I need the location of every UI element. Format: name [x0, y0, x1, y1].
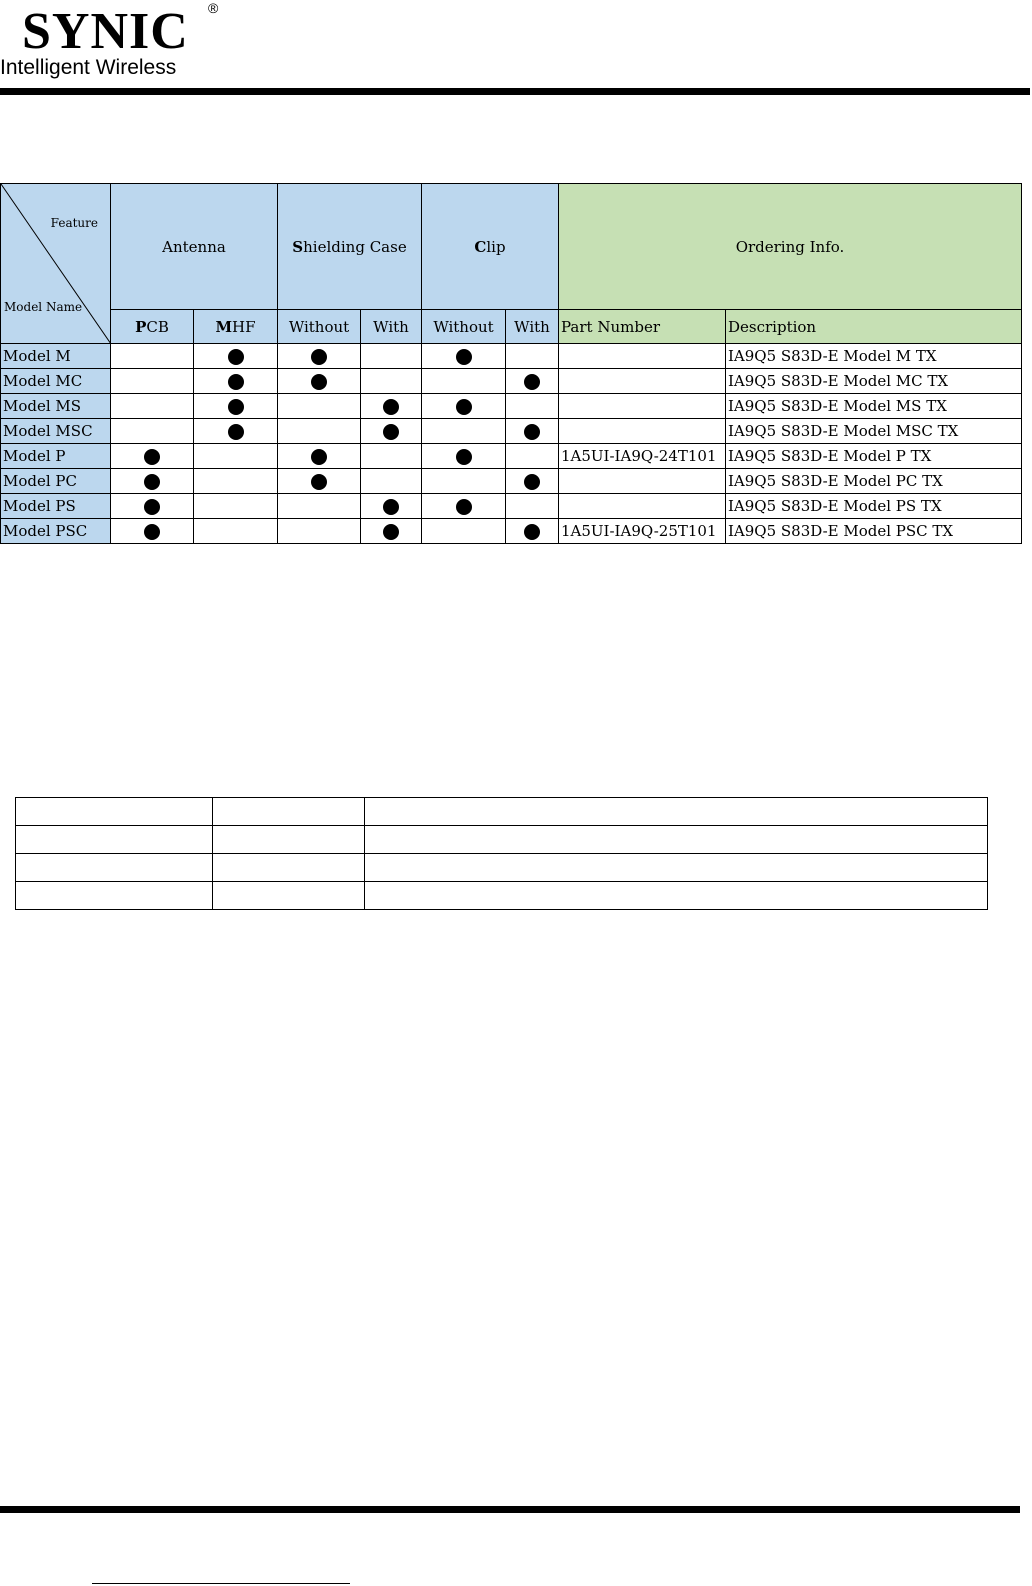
filled-circle-icon: [311, 474, 327, 490]
description-cell: IA9Q5 S83D-E Model MS TX: [726, 394, 1022, 419]
corner-model-name-label: Model Name: [4, 300, 83, 314]
feature-table-body: [1, 344, 1022, 544]
table-row: [16, 798, 988, 826]
description-cell: IA9Q5 S83D-E Model P TX: [726, 444, 1022, 469]
table-row: [16, 854, 988, 882]
part-number-cell: [559, 344, 726, 369]
feature-cell: [506, 394, 559, 419]
feature-cell: [194, 494, 278, 519]
footnote-line: [92, 1583, 350, 1584]
table-row: [16, 882, 988, 910]
filled-circle-icon: [228, 399, 244, 415]
table-cell: [365, 798, 988, 826]
feature-cell: [194, 344, 278, 369]
model-name-cell: Model PS: [1, 494, 111, 519]
filled-circle-icon: [228, 349, 244, 365]
feature-cell: [278, 394, 361, 419]
feature-cell: [422, 494, 506, 519]
feature-cell: [111, 494, 194, 519]
feature-cell: [361, 419, 422, 444]
feature-cell: [278, 444, 361, 469]
feature-cell: [361, 469, 422, 494]
group-header-ordering-info: Ordering Info.: [559, 184, 1022, 310]
model-name-cell: Model MSC: [1, 419, 111, 444]
subheader-shielding-with: With: [361, 310, 422, 344]
group-header-clip: Clip: [422, 184, 559, 310]
table-cell: [213, 798, 365, 826]
feature-cell: [111, 344, 194, 369]
feature-cell: [278, 369, 361, 394]
feature-cell: [361, 369, 422, 394]
part-number-cell: 1A5UI-IA9Q-25T101: [559, 519, 726, 544]
filled-circle-icon: [383, 524, 399, 540]
feature-cell: [506, 369, 559, 394]
feature-cell: [111, 419, 194, 444]
blank-table: [15, 797, 988, 910]
feature-cell: [361, 344, 422, 369]
group-header-antenna: Antenna: [111, 184, 278, 310]
feature-cell: [194, 519, 278, 544]
corner-feature-label: Feature: [50, 216, 98, 230]
table-cell: [365, 854, 988, 882]
table-row: [1, 419, 1022, 444]
model-name-cell: Model P: [1, 444, 111, 469]
logo-wordmark: SYNIC: [22, 3, 189, 60]
description-cell: IA9Q5 S83D-E Model PC TX: [726, 469, 1022, 494]
feature-cell: [422, 369, 506, 394]
corner-diagonal: [1, 184, 111, 344]
header-rule: [0, 88, 1030, 95]
filled-circle-icon: [456, 399, 472, 415]
filled-circle-icon: [228, 424, 244, 440]
filled-circle-icon: [311, 374, 327, 390]
table-cell: [16, 826, 213, 854]
table-row: [1, 394, 1022, 419]
feature-cell: [361, 519, 422, 544]
feature-cell: [278, 519, 361, 544]
table-row: [1, 519, 1022, 544]
feature-cell: [111, 519, 194, 544]
feature-cell: [506, 419, 559, 444]
table-cell: [365, 882, 988, 910]
filled-circle-icon: [456, 499, 472, 515]
table-cell: [213, 826, 365, 854]
filled-circle-icon: [524, 424, 540, 440]
filled-circle-icon: [144, 449, 160, 465]
filled-circle-icon: [383, 399, 399, 415]
feature-cell: [194, 394, 278, 419]
model-name-cell: Model MS: [1, 394, 111, 419]
feature-cell: [278, 469, 361, 494]
description-cell: IA9Q5 S83D-E Model M TX: [726, 344, 1022, 369]
model-name-cell: Model PC: [1, 469, 111, 494]
part-number-cell: [559, 469, 726, 494]
group-header-shielding-case: Shielding Case: [278, 184, 422, 310]
subheader-description: Description: [726, 310, 1022, 344]
filled-circle-icon: [228, 374, 244, 390]
table-cell: [16, 798, 213, 826]
filled-circle-icon: [311, 449, 327, 465]
company-logo: [0, 0, 240, 86]
description-cell: IA9Q5 S83D-E Model MC TX: [726, 369, 1022, 394]
feature-cell: [422, 519, 506, 544]
part-number-cell: 1A5UI-IA9Q-24T101: [559, 444, 726, 469]
feature-cell: [278, 419, 361, 444]
model-name-cell: Model PSC: [1, 519, 111, 544]
filled-circle-icon: [456, 349, 472, 365]
corner-header-cell: [1, 184, 111, 344]
filled-circle-icon: [383, 499, 399, 515]
feature-cell: [506, 469, 559, 494]
description-cell: IA9Q5 S83D-E Model MSC TX: [726, 419, 1022, 444]
feature-cell: [278, 344, 361, 369]
table-row: [1, 444, 1022, 469]
feature-cell: [278, 494, 361, 519]
filled-circle-icon: [524, 374, 540, 390]
subheader-pcb: PCB: [111, 310, 194, 344]
subheader-clip-without: Without: [422, 310, 506, 344]
table-cell: [16, 882, 213, 910]
feature-cell: [361, 394, 422, 419]
feature-cell: [422, 444, 506, 469]
feature-table: [0, 183, 1022, 544]
subheader-part-number: Part Number: [559, 310, 726, 344]
table-cell: [213, 854, 365, 882]
subheader-clip-with: With: [506, 310, 559, 344]
table-row: [1, 344, 1022, 369]
feature-cell: [506, 444, 559, 469]
part-number-cell: [559, 394, 726, 419]
part-number-cell: [559, 494, 726, 519]
feature-cell: [506, 344, 559, 369]
filled-circle-icon: [144, 524, 160, 540]
filled-circle-icon: [144, 474, 160, 490]
filled-circle-icon: [144, 499, 160, 515]
table-row: [1, 369, 1022, 394]
registered-mark: ®: [208, 0, 219, 16]
model-name-cell: Model MC: [1, 369, 111, 394]
part-number-cell: [559, 369, 726, 394]
table-cell: [16, 854, 213, 882]
feature-cell: [194, 419, 278, 444]
feature-cell: [194, 444, 278, 469]
filled-circle-icon: [524, 474, 540, 490]
feature-cell: [422, 394, 506, 419]
feature-cell: [422, 469, 506, 494]
feature-cell: [422, 419, 506, 444]
table-cell: [213, 882, 365, 910]
feature-cell: [506, 494, 559, 519]
table-row: [16, 826, 988, 854]
table-cell: [365, 826, 988, 854]
subheader-row: [1, 310, 1022, 344]
subheader-mhf: MHF: [194, 310, 278, 344]
feature-cell: [111, 469, 194, 494]
description-cell: IA9Q5 S83D-E Model PSC TX: [726, 519, 1022, 544]
footer-rule: [0, 1506, 1020, 1513]
table-row: [1, 469, 1022, 494]
model-name-cell: Model M: [1, 344, 111, 369]
feature-cell: [111, 369, 194, 394]
feature-cell: [422, 344, 506, 369]
feature-cell: [361, 444, 422, 469]
feature-cell: [111, 394, 194, 419]
filled-circle-icon: [311, 349, 327, 365]
description-cell: IA9Q5 S83D-E Model PS TX: [726, 494, 1022, 519]
part-number-cell: [559, 419, 726, 444]
feature-cell: [361, 494, 422, 519]
filled-circle-icon: [524, 524, 540, 540]
feature-cell: [506, 519, 559, 544]
logo-tagline: Intelligent Wireless: [0, 56, 177, 79]
feature-cell: [111, 444, 194, 469]
feature-cell: [194, 369, 278, 394]
filled-circle-icon: [456, 449, 472, 465]
table-row: [1, 494, 1022, 519]
filled-circle-icon: [383, 424, 399, 440]
subheader-shielding-without: Without: [278, 310, 361, 344]
feature-cell: [194, 469, 278, 494]
